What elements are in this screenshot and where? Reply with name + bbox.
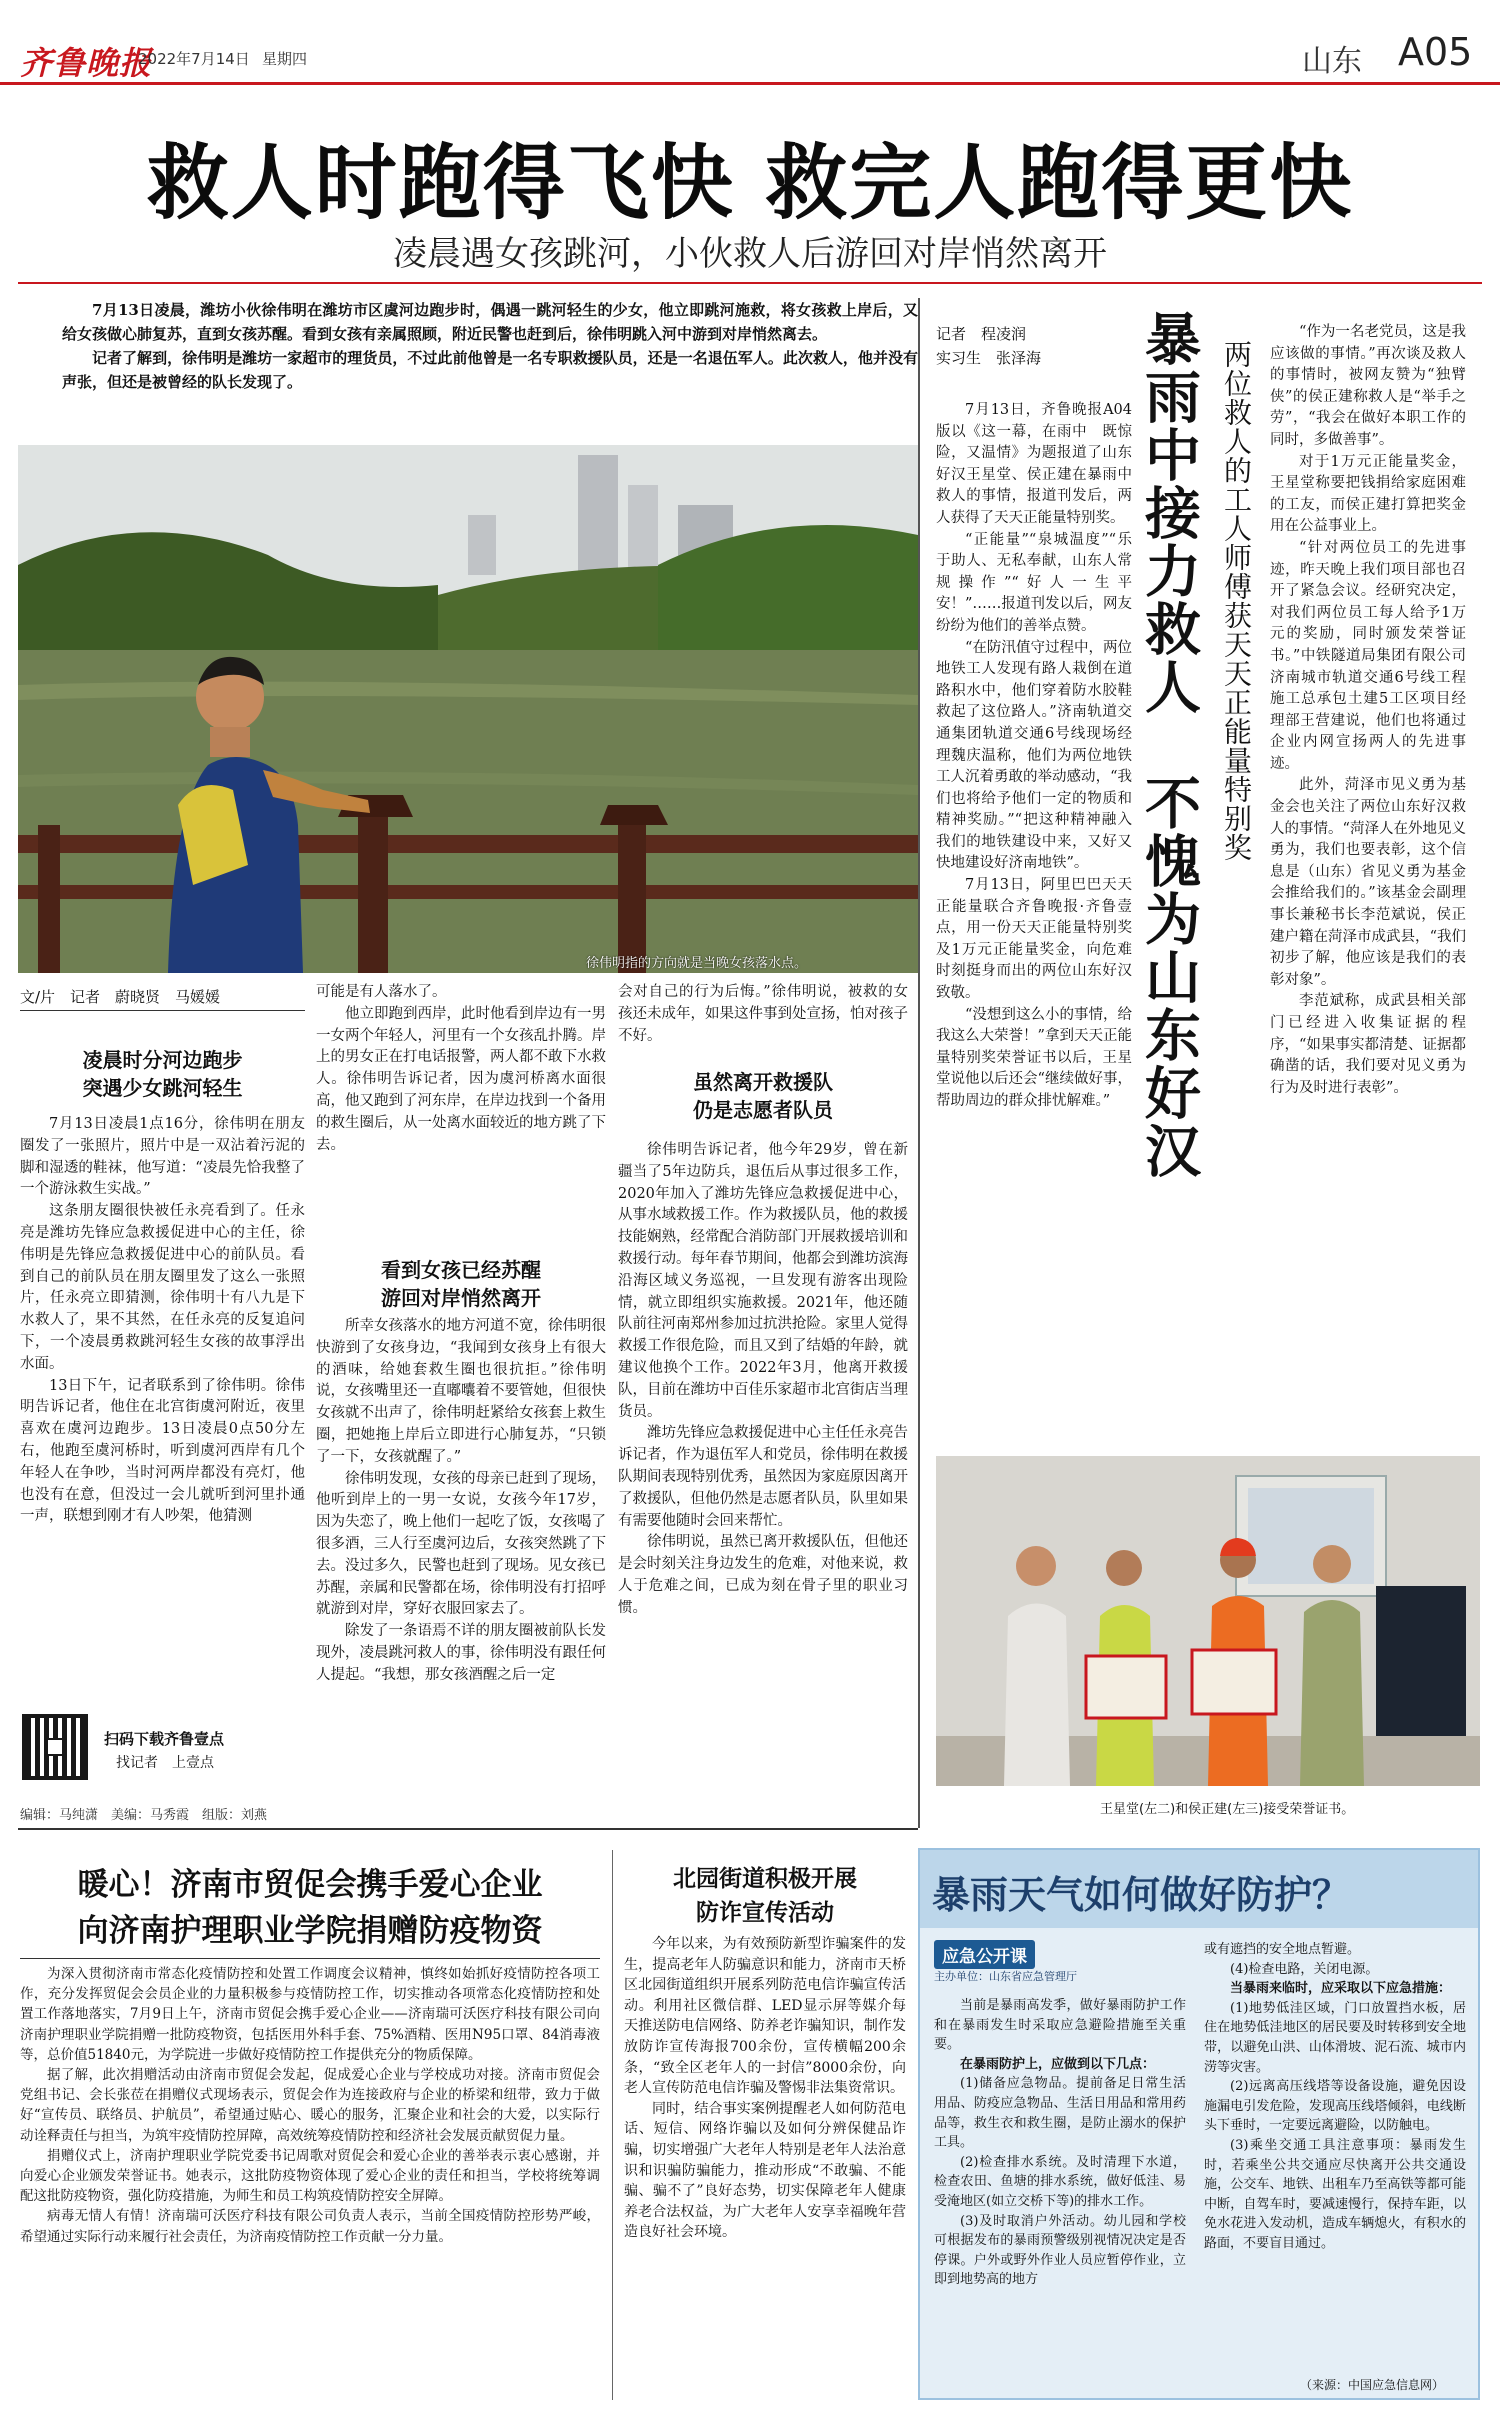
side-b-p3: “针对两位员工的先进事迹，昨天晚上我们项目部也召开了紧急会议。经研究决定，对我们两位员工每人给予1万元的奖励，同时颁发荣誉证书。”中铁隧道局集团有限公司济南城市轨道交通6号线工程施工总承包土建5工区项目经理部王营建说，他们也将通过企业内网宣扬两人的先进事迹。 [1270,539,1466,772]
col2-p1: 可能是有人落水了。 [316,984,447,1000]
side-b-p2: 对于1万元正能量奖金，王星堂称要把钱捐给家庭困难的工友，而侯正建打算把奖金用在公益事业上。 [1270,453,1466,535]
emergency-box [918,1848,1480,2400]
side-a-p3: “在防汛值守过程中，两位地铁工人发现有路人栽倒在道路积水中，他们穿着防水胶鞋救起了这位路人。”济南轨道交通集团轨道交通6号线现场经理魏庆温称，他们为两位地铁工人沉着勇敢的举动感动，“我们也将给予他们一定的物质和精神奖励。”“把这种精神融入我们的地铁建设中来，又好又快地建设好济南地铁”。 [936,639,1132,872]
bottom1-p3: 捐赠仪式上，济南护理职业学院党委书记周歌对贸促会和爱心企业的善举表示衷心感谢，并向爱心企业颁发荣誉证书。她表示，这批防疫物资体现了爱心企业的责任和担当，学校将统筹调配这批防疫物资，强化防疫措施，为师生和员工构筑疫情防控安全屏障。 [20,2147,600,2205]
bottom2-p1: 今年以来，为有效预防新型诈骗案件的发生，提高老年人防骗意识和能力，济南市天桥区北园街道组织开展系列防范电信诈骗宣传活动。利用社区微信群、LED显示屏等媒介每天推送防电信网络、防养老诈骗知识，制作发放防诈宣传海报700余份，宣传横幅200余条，“致全区老年人的一封信”8000余份，向老人宣传防范电信诈骗及警惕非法集资常识。 [624,1936,906,2097]
side-col-b [1270,322,1466,1099]
col3-p1: 会对自己的行为后悔。”徐伟明说，被救的女孩还未成年，如果这件事到处宣扬，怕对孩子不好。 [618,984,908,1044]
side-photo [936,1456,1480,1786]
masthead [0,0,1500,90]
main-subhead-2: 看到女孩已经苏醒 游回对岸悄然离开 [381,1258,541,1310]
main-subhead-1: 凌晨时分河边跑步 突遇少女跳河轻生 [82,1048,243,1100]
lead-paragraph-2: 记者了解到，徐伟明是潍坊一家超市的理货员，不过此前他曾是一名专职救援队员，还是一名退伍军人。此次救人，他并没有声张，但还是被曾经的队长发现了。 [62,349,918,391]
side-b-p5: 李范斌称，成武县相关部门已经进入收集证据的程序，“如果事实都清楚、证据都确凿的话，我们要对见义勇为行为及时进行表彰”。 [1270,993,1466,1096]
bottom1-body [20,1964,600,2247]
masthead-logo: 齐鲁晚报 [20,44,153,82]
side-b-p4: 此外，菏泽市见义勇为基金会也关注了两位山东好汉救人的事情。“菏泽人在外地见义勇为，我们也要表彰，这个信息是（山东）省见义勇为基金会推给我们的。”该基金会副理事长兼秘书长李范斌说，侯正建户籍在菏泽市成武县，“我们初步了解，他应该是我们的表彰对象”。 [1270,777,1466,988]
bottom1-p1: 为深入贯彻济南市常态化疫情防控和处置工作调度会议精神，慎终如始抓好疫情防控各项工作，充分发挥贸促会会员企业的力量积极参与疫情防控工作，切实推动各项常态化疫情防控和处置工作落地落实，7月9日上午，济南市贸促会携手爱心企业——济南瑞可沃医疗科技有限公司向济南护理职业学院捐赠一批防疫物资，包括医用外科手套、75%酒精、医用N95口罩、84消毒液等，总价值51840元，为学院进一步做好疫情防控工作提供充分的物质保障。 [20,1966,600,2063]
emergency-badge: 应急公开课 [934,1940,1035,1969]
col1-p3: 13日下午，记者联系到了徐伟明。徐伟明告诉记者，他住在北宫街虞河附近，夜里喜欢在虞河边跑步。13日凌晨0点50分左右，他跑至虞河桥时，听到虞河西岸有几个年轻人在争吵，当时河两岸都没有亮灯，他也没有在意，但没过一会儿就听到河里扑通一声，联想到刚才有人吵架，他猜测 [20,1377,305,1525]
bottom2-body [624,1934,906,2243]
col2-p2: 他立即跑到西岸，此时他看到岸边有一男一女两个年轻人，河里有一个女孩乱扑腾。岸上的男女正在打电话报警，两人都不敢下水救人。徐伟明告诉记者，因为虞河桥离水面很高，他又跑到了河东岸，在岸边找到一个备用的救生圈后，从一处离水面较近的地方跳了下去。 [316,1005,606,1153]
emergency-b-p4: (1)地势低洼区域，门口放置挡水板，居住在地势低洼地区的居民要及时转移到安全地带，以避免山洪、山体滑坡、泥石流、城市内涝等灾害。 [1204,2000,1466,2075]
main-subhead: 凌晨遇女孩跳河，小伙救人后游回对岸悄然离开 [393,234,1107,274]
main-photo [18,445,918,973]
side-story-box [918,298,920,1828]
emergency-b-p3: 当暴雨来临时，应采取以下应急措施： [1230,1981,1452,1997]
side-headline: 暴雨中接力救人 不愧为山东好汉 [1136,310,1201,1180]
emergency-organizer: 主办单位：山东省应急管理厅 [934,1970,1077,1983]
bottom2-p2: 同时，结合事实案例提醒老人如何防范电话、短信、网络诈骗以及如何分辨保健品诈骗，切实增强广大老年人特别是老年人法治意识和识骗防骗能力，推动形成“不敢骗、不能骗、骗不了”良好态势，切实保障老年人健康养老合法权益，为广大老年人安享幸福晚年营造良好社会环境。 [624,2100,906,2241]
side-subhead: 两位救人的工人师傅获天天正能量特别奖 [1220,340,1253,862]
emergency-headline: 暴雨天气如何做好防护？ [932,1873,1351,1917]
emergency-a-p1: 当前是暴雨高发季，做好暴雨防护工作和在暴雨发生时采取应急避险措施至关重要。 [934,1998,1186,2053]
qr-editor: 找记者 上壹点 [116,1755,214,1771]
main-col-3a [618,982,908,1047]
bottom-divider-1 [612,1850,613,2400]
emergency-a-p3: (1)储备应急物品。提前备足日常生活用品、防疫应急物品、生活日用品和常用药品等，救生衣和救生圈，是防止溺水的保护工具。 [934,2076,1186,2151]
main-lead [62,298,918,394]
bottom1-p2: 据了解，此次捐赠活动由济南市贸促会发起，促成爱心企业与学校成功对接。济南市贸促会党组书记、会长张莅在捐赠仪式现场表示，贸促会作为连接政府与企业的桥梁和纽带，致力于做好“宣传员、联络员、护航员”，希望通过贴心、暖心的服务，汇聚企业和社会的大爱，以实际行动诠释责任与担当，为筑牢疫情防控屏障，高效统筹疫情防控和经济社会发展贡献贸促力量。 [20,2067,600,2144]
emergency-b-p2: (4)检查电路，关闭电源。 [1230,1961,1379,1977]
col1-p1: 7月13日凌晨1点16分，徐伟明在朋友圈发了一张照片，照片中是一双沾着污泥的脚和湿透的鞋袜，他写道：“凌晨先恰我整了一个游泳救生实战。” [20,1116,305,1198]
masthead-rule [0,82,1500,85]
side-photo-caption: 王星堂(左二)和侯正建(左三)接受荣誉证书。 [1100,1802,1355,1817]
col1-p2: 这条朋友圈很快被任永亮看到了。任永亮是潍坊先锋应急救援促进中心的主任，徐伟明是先锋应急救援促进中心的前队员。看到自己的前队员在朋友圈里发了这么一张照片，任永亮立即猜测，徐伟明十有八九是下水救人了，果不其然，在任永亮的反复追问下，一个凌晨勇救跳河轻生女孩的故事浮出水面。 [20,1203,305,1372]
side-col-a [936,400,1132,1113]
masthead-date: 2022年7月14日 [138,50,250,68]
section-name: 山东 [1302,44,1362,79]
masthead-weekday: 星期四 [262,50,308,68]
main-col-1 [20,1114,305,1528]
headline-rule [18,282,1482,284]
main-col-2b [316,1316,606,1687]
lead-paragraph: 7月13日凌晨，潍坊小伙徐伟明在潍坊市区虞河边跑步时，偶遇一跳河轻生的少女，他立即跳河施救，将女孩救上岸后，又给女孩做心肺复苏，直到女孩苏醒。看到女孩有亲属照顾，附近民警也赶到后，徐伟明跳入河中游到对岸悄然离去。 [62,301,918,343]
editors-credit: 编辑：马纯潇 美编：马秀霞 组版：刘燕 [20,1808,268,1823]
col3-p2: 徐伟明告诉记者，他今年29岁，曾在新疆当了5年边防兵，退伍后从事过很多工作，2020年加入了潍坊先锋应急救援促进中心，从事水域救援工作。作为救援队员，他的救援技能娴熟，经常配合消防部门开展救援培训和救援行动。每年春节期间，他都会到潍坊滨海沿海区域义务巡视，一旦发现有游客出现险情，就立即组织实施救援。2021年，他还随队前往河南郑州参加过抗洪抢险。家里人觉得救援工作很危险，而且又到了结婚的年龄，就建议他换个工作。2022年3月，他离开救援队，目前在潍坊中百佳乐家超市北宫街店当理货员。 [618,1142,908,1420]
main-subhead-3: 虽然离开救援队 仍是志愿者队员 [693,1070,833,1122]
col3-p4: 徐伟明说，虽然已离开救援队伍，但他还是会时刻关注身边发生的危难，对他来说，救人于危难之间，已成为刻在骨子里的职业习惯。 [618,1534,908,1616]
col3-p3: 潍坊先锋应急救援促进中心主任任永亮告诉记者，作为退伍军人和党员，徐伟明在救援队期间表现特别优秀，虽然因为家庭原因离开了救援队，但他仍然是志愿者队员，队里如果有需要他随时会回来帮忙。 [618,1425,908,1529]
emergency-a-p2: 在暴雨防护上，应做到以下几点： [960,2056,1156,2072]
bottom1-p4: 病毒无情人有情！济南瑞可沃医疗科技有限公司负责人表示，当前全国疫情防控形势严峻，希望通过实际行动来履行社会责任，为济南疫情防控工作贡献一分力量。 [20,2208,600,2245]
qr-center-logo [46,1738,64,1756]
emergency-col-b [1204,1940,1466,2254]
side-a-p4: 7月13日，阿里巴巴天天正能量联合齐鲁晚报·齐鲁壹点，用一份天天正能量特别奖及1万元正能量奖金，向危难时刻挺身而出的两位山东好汉致敬。 [936,877,1132,1002]
qr-code[interactable] [22,1714,88,1780]
main-byline: 文/片 记者 蔚晓贤 马媛媛 [20,988,221,1006]
emergency-b-p5: (2)远离高压线塔等设备设施，避免因设施漏电引发危险，发现高压线塔倾斜，电线断头下垂时，一定要远离避险，以防触电。 [1204,2079,1466,2134]
col2-p4: 徐伟明发现，女孩的母亲已赶到了现场，他听到岸上的一男一女说，女孩今年17岁，因为失恋了，晚上他们一起吃了饭，女孩喝了很多酒，三人行至虞河边后，女孩突然跳了下去。没过多久，民警也赶到了现场。见女孩已苏醒，亲属和民警都在场，徐伟明没有打招呼就游到对岸，穿好衣服回家去了。 [316,1470,606,1618]
main-bottom-rule [18,1828,918,1830]
side-reporters: 记者 程凌润 实习生 张泽海 [936,325,1042,367]
side-b-p1: “作为一名老党员，这是我应该做的事情。”再次谈及救人的事情时，被网友赞为“独臂侠”的侯正建称救人是“举手之劳”，“我会在做好本职工作的同时，多做善事”。 [1270,324,1466,448]
page-number: A05 [1398,30,1473,74]
bottom1-headline: 暖心！济南市贸促会携手爱心企业 向济南护理职业学院捐赠防疫物资 [77,1867,543,1949]
side-a-p2: “正能量”“泉城温度”“乐于助人、无私奉献，山东人常规操作”“好人一生平安！”……报道刊发以后，网友纷纷为他们的善举点赞。 [936,531,1132,634]
qr-label: 扫码下载齐鲁壹点 [104,1730,225,1748]
col2-p3: 所幸女孩落水的地方河道不宽，徐伟明很快游到了女孩身边，“我闻到女孩身上有很大的酒味，给她套救生圈也很抗拒。”徐伟明说，女孩嘴里还一直嘟囔着不要管她，但很快女孩就不出声了，徐伟明赶紧给女孩套上救生圈，把她拖上岸后立即进行心肺复苏，“只锁了一下，女孩就醒了。” [316,1318,606,1465]
side-photo-award-scene [936,1456,1480,1786]
emergency-a-p5: (3)及时取消户外活动。幼儿园和学校可根据发布的暴雨预警级别视情况决定是否停课。户外或野外作业人员应暂停作业，立即到地势高的地方 [934,2213,1186,2288]
main-col-2a [316,982,606,1156]
side-a-p5: “没想到这么小的事情，给我这么大荣誉！”拿到天天正能量特别奖荣誉证书以后，王星堂说他以后还会“继续做好事，帮助周边的群众排忧解难。” [936,1006,1132,1109]
side-a-p1: 7月13日，齐鲁晚报A04版以《这一幕，在雨中 既惊险，又温情》为题报道了山东好汉王星堂、侯正建在暴雨中救人的事情，报道刊发后，两人获得了天天正能量特别奖。 [936,402,1132,526]
main-col-3b [618,1140,908,1620]
col2-p5: 除发了一条语焉不详的朋友圈被前队长发现外，凌晨跳河救人的事，徐伟明没有跟任何人提起。“我想，那女孩酒醒之后一定 [316,1623,606,1683]
emergency-b-p6: (3)乘坐交通工具注意事项：暴雨发生时，若乘坐公共交通应尽快离开公共交通设施，公交车、地铁、出租车乃至高铁等都可能中断，自驾车时，要减速慢行，保持车距，以免水花进入发动机，造成车辆熄火，有积水的路面，不要盲目通过。 [1204,2137,1466,2251]
main-photo-caption: 徐伟明指的方向就是当晚女孩落水点。 [586,956,808,971]
emergency-source: （来源：中国应急信息网） [1300,2378,1445,2392]
photo-river-scene [18,445,918,973]
bottom2-headline: 北园街道积极开展 防诈宣传活动 [673,1866,857,1926]
emergency-b-p1: 或有遮挡的安全地点暂避。 [1204,1942,1361,1957]
main-headline: 救人时跑得飞快 救完人跑得更快 [146,136,1354,231]
emergency-col-a [934,1996,1186,2290]
bottom1-rule [20,1958,600,1959]
byline-rule [20,1010,305,1011]
emergency-a-p4: (2)检查排水系统。及时清理下水道，检查农田、鱼塘的排水系统，做好低洼、易受淹地区(如立交桥下等)的排水工作。 [934,2154,1186,2209]
